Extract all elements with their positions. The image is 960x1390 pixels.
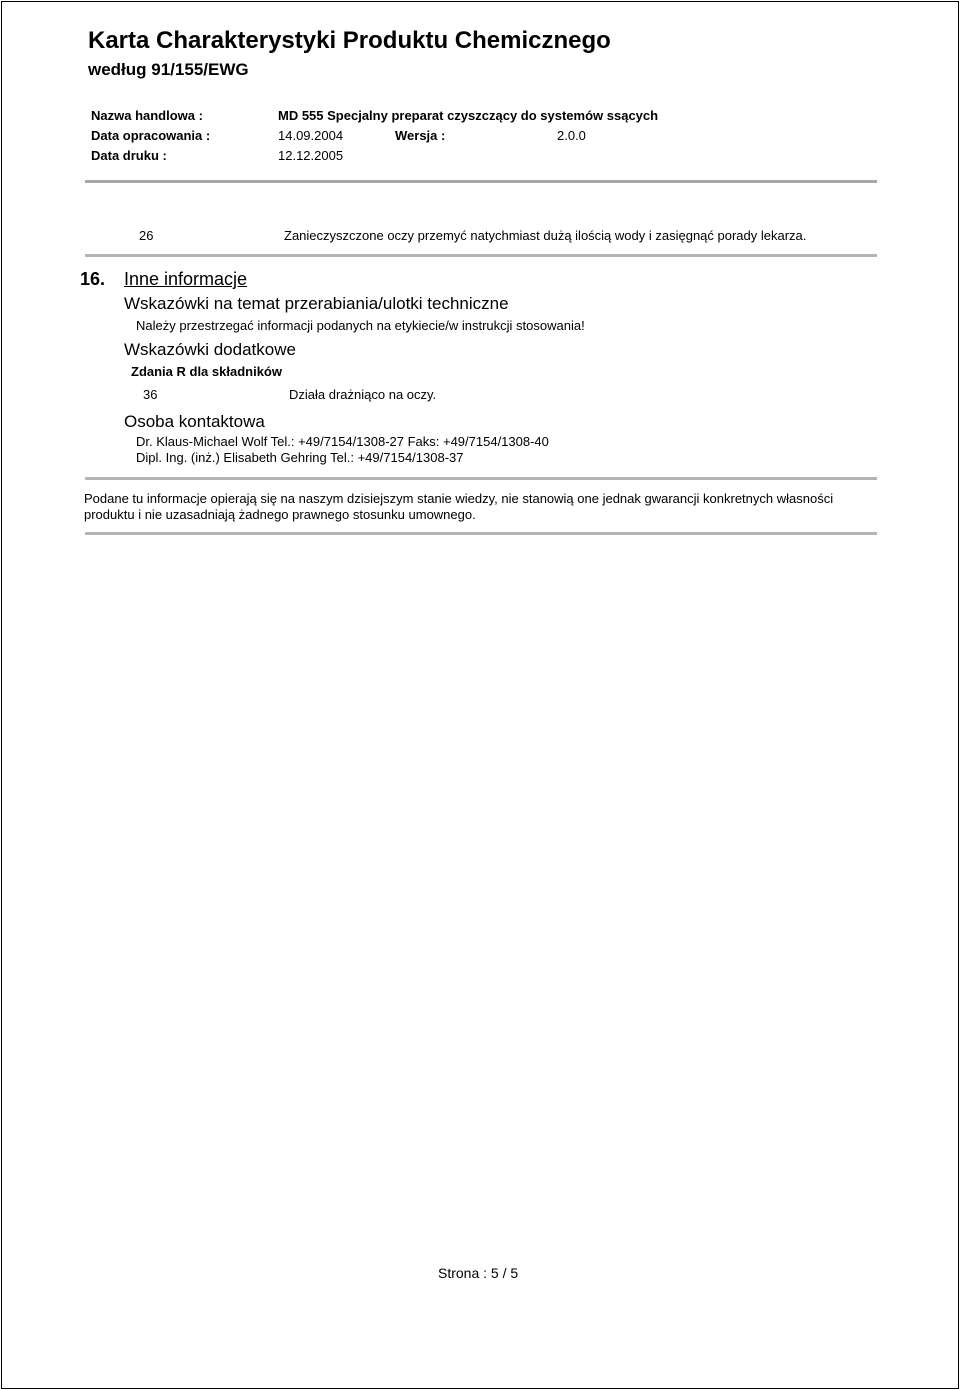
prep-date-value: 14.09.2004 bbox=[278, 128, 344, 143]
r-phrase-text: Działa drażniąco na oczy. bbox=[289, 387, 437, 402]
page-border bbox=[1, 1, 959, 1389]
section-divider bbox=[85, 254, 877, 257]
disclaimer-top-divider bbox=[85, 477, 877, 480]
processing-text: Należy przestrzegać informacji podanych na etykiecie/w instrukcji stosowania! bbox=[136, 318, 585, 333]
document-title: Karta Charakterystyki Produktu Chemicznego bbox=[88, 27, 611, 54]
print-date-value: 12.12.2005 bbox=[278, 148, 344, 163]
disclaimer-bottom-divider bbox=[85, 532, 877, 535]
section-number: 16. bbox=[80, 269, 106, 289]
trade-name-value: MD 555 Specjalny preparat czyszczący do systemów ssących bbox=[278, 108, 659, 123]
version-value: 2.0.0 bbox=[557, 128, 586, 143]
print-date-label: Data druku : bbox=[91, 148, 167, 163]
additional-heading: Wskazówki dodatkowe bbox=[124, 340, 296, 359]
contact-line-1: Dr. Klaus-Michael Wolf Tel.: +49/7154/1308-27 Faks: +49/7154/1308-40 bbox=[136, 434, 549, 449]
contact-line-2: Dipl. Ing. (inż.) Elisabeth Gehring Tel.: +49/7154/1308-37 bbox=[136, 450, 464, 465]
section-title: Inne informacje bbox=[124, 269, 248, 289]
r-phrase-code: 36 bbox=[143, 387, 158, 402]
r-phrases-heading: Zdania R dla składników bbox=[131, 364, 282, 379]
trade-name-label: Nazwa handlowa : bbox=[91, 108, 203, 123]
processing-heading: Wskazówki na temat przerabiania/ulotki techniczne bbox=[124, 294, 509, 313]
prep-date-label: Data opracowania : bbox=[91, 128, 211, 143]
phrase-code: 26 bbox=[139, 228, 154, 243]
contact-heading: Osoba kontaktowa bbox=[124, 412, 265, 431]
version-label: Wersja : bbox=[395, 128, 446, 143]
disclaimer-line-1: Podane tu informacje opierają się na naszym dzisiejszym stanie wiedzy, nie stanowią one jednak gwarancji konkretnych własności bbox=[84, 491, 834, 506]
page-number: Strona : 5 / 5 bbox=[438, 1265, 519, 1281]
document-subtitle: według 91/155/EWG bbox=[88, 60, 249, 79]
header-divider bbox=[85, 180, 877, 183]
disclaimer-line-2: produktu i nie uzasadniają żadnego prawnego stosunku umownego. bbox=[84, 507, 476, 522]
phrase-text: Zanieczyszczone oczy przemyć natychmiast dużą ilością wody i zasięgnąć porady lekarza. bbox=[284, 228, 807, 243]
